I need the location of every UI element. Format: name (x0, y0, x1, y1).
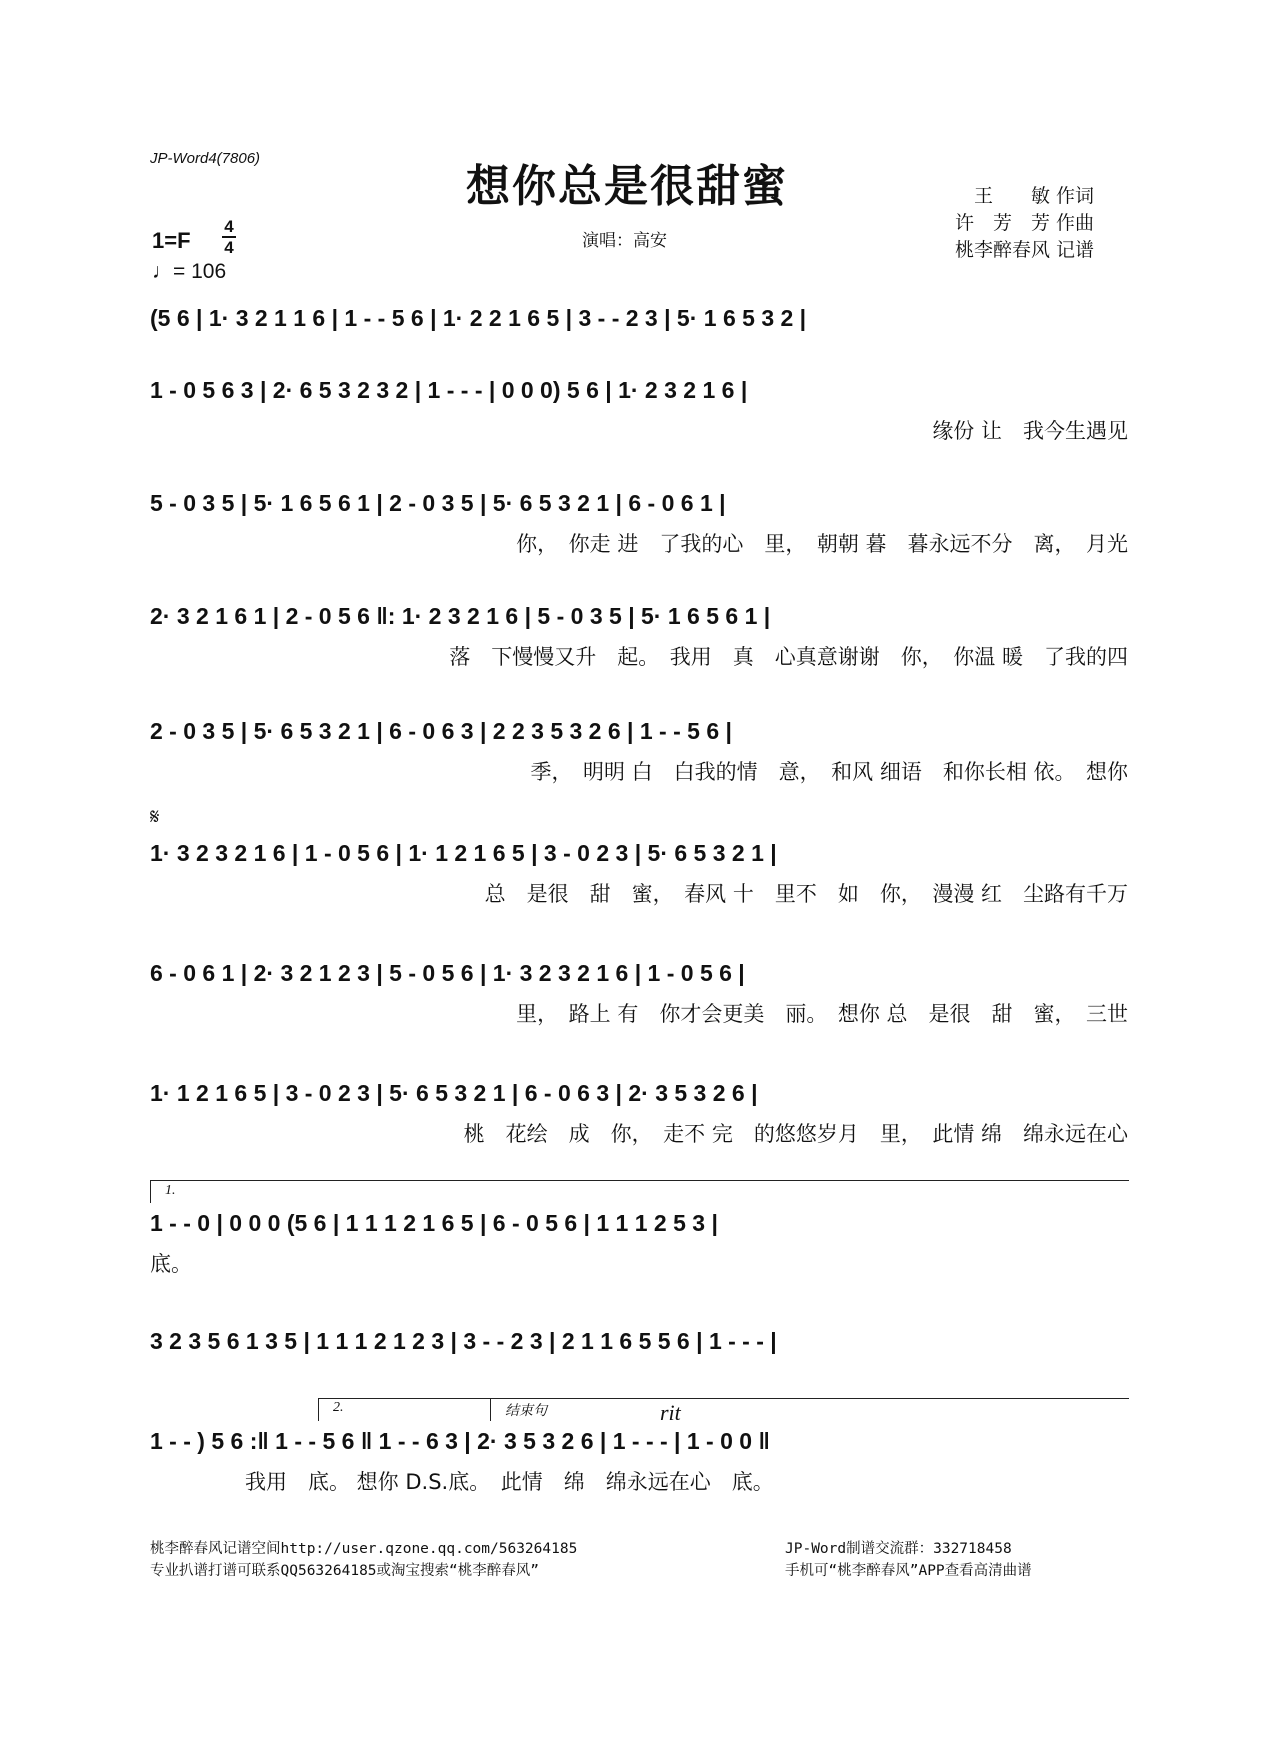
ending-1-bracket (150, 1180, 1129, 1203)
singer-credit: 演唱：高安 (582, 231, 667, 251)
score-row-9 (150, 1210, 1128, 1280)
notation-line: 2 - 0 3 5 | 5· 6 5 3 2 1 | 6 - 0 6 3 | 2 2 3 5 3 2 6 | 1 - - 5 6 | (150, 718, 732, 744)
footer-right-line-1: JP-Word制谱交流群：332718458 (785, 1541, 1012, 1557)
lyric-line: 季， 明明 白 白我的情 意， 和风 细语 和你长相 依。 想你 (530, 760, 1128, 784)
transcriber-credit: 桃李醉春风 记谱 (955, 239, 1095, 261)
coda-bracket (490, 1398, 1129, 1421)
lyric-line: 我用 底。 想你 D.S.底。 此情 绵 绵永远在心 底。 (245, 1470, 774, 1494)
time-signature-top: 4 (224, 217, 234, 236)
notation-line: 2· 3 2 1 6 1 | 2 - 0 5 6 ‖: 1· 2 3 2 1 6 | 5 - 0 3 5 | 5· 1 6 5 6 1 | (150, 603, 771, 629)
notation-line: 1· 3 2 3 2 1 6 | 1 - 0 5 6 | 1· 1 2 1 6 5 | 3 - 0 2 3 | 5· 6 5 3 2 1 | (150, 840, 777, 866)
score-row-4 (150, 603, 1128, 673)
score-row-8 (150, 1080, 1128, 1150)
song-title: 想你总是很甜蜜 (466, 161, 788, 212)
lyric-line: 落 下慢慢又升 起。 我用 真 心真意谢谢 你， 你温 暖 了我的四 (449, 645, 1128, 669)
lyric-line: 你， 你走 进 了我的心 里， 朝朝 暮 暮永远不分 离， 月光 (516, 532, 1128, 556)
score-row-7 (150, 960, 1128, 1030)
score-row-11 (150, 1428, 1128, 1498)
lyric-line: 里， 路上 有 你才会更美 丽。 想你 总 是很 甜 蜜， 三世 (516, 1002, 1128, 1026)
time-signature-bottom: 4 (224, 238, 234, 257)
notation-line: 1 - - 0 | 0 0 0 (5 6 | 1 1 1 2 1 6 5 | 6 - 0 5 6 | 1 1 1 2 5 3 | (150, 1210, 718, 1236)
coda-label: 结束句 (505, 1404, 547, 1419)
notation-line: 6 - 0 6 1 | 2· 3 2 1 2 3 | 5 - 0 5 6 | 1· 3 2 3 2 1 6 | 1 - 0 5 6 | (150, 960, 745, 986)
notation-line: 1 - 0 5 6 3 | 2· 6 5 3 2 3 2 | 1 - - - | 0 0 0) 5 6 | 1· 2 3 2 1 6 | (150, 377, 748, 403)
notation-line: 1· 1 2 1 6 5 | 3 - 0 2 3 | 5· 6 5 3 2 1 | 6 - 0 6 3 | 2· 3 5 3 2 6 | (150, 1080, 758, 1106)
score-row-3 (150, 490, 1128, 560)
software-label: JP-Word4(7806) (150, 150, 261, 167)
score-row-6 (150, 840, 1128, 910)
score-row-1 (150, 305, 1128, 365)
lyric-line: 缘份 让 我今生遇见 (932, 419, 1128, 443)
footer-left (150, 1538, 577, 1582)
lyric-line: 底。 (150, 1252, 192, 1276)
score-row-10 (150, 1328, 1128, 1388)
ending-2-label: 2. (333, 1400, 344, 1415)
notation-line: (5 6 | 1· 3 2 1 1 6 | 1 - - 5 6 | 1· 2 2 1 6 5 | 3 - - 2 3 | 5· 1 6 5 3 2 | (150, 305, 807, 331)
key-signature: 1=F (152, 228, 191, 253)
footer-right-line-2: 手机可“桃李醉春风”APP查看高清曲谱 (785, 1563, 1032, 1579)
lyric-line: 桃 花绘 成 你， 走不 完 的悠悠岁月 里， 此情 绵 绵永远在心 (463, 1122, 1128, 1146)
time-signature (222, 218, 236, 256)
footer-left-line-1: 桃李醉春风记谱空间http://user.qzone.qq.com/563264185 (150, 1541, 578, 1557)
score-row-5 (150, 718, 1128, 788)
footer-right (785, 1538, 1032, 1582)
notation-line: 3 2 3 5 6 1 3 5 | 1 1 1 2 1 2 3 | 3 - - 2 3 | 2 1 1 6 5 5 6 | 1 - - - | (150, 1328, 777, 1354)
ritardando-marking: rit (660, 1400, 681, 1425)
ending-2-bracket (318, 1398, 499, 1421)
credits-block (955, 183, 1094, 264)
lyricist-credit: 王 敏 作词 (974, 185, 1095, 207)
footer-left-line-2: 专业扒谱打谱可联系QQ563264185或淘宝搜索“桃李醉春风” (150, 1563, 539, 1579)
lyric-line: 总 是很 甜 蜜， 春风 十 里不 如 你， 漫漫 红 尘路有千万 (484, 882, 1128, 906)
tempo-marking: ♩= 106 (152, 260, 227, 283)
composer-credit: 许 芳 芳 作曲 (955, 212, 1095, 234)
ending-1-label: 1. (165, 1183, 176, 1198)
segno-sign: 𝄋 (150, 805, 160, 830)
notation-line: 5 - 0 3 5 | 5· 1 6 5 6 1 | 2 - 0 3 5 | 5· 6 5 3 2 1 | 6 - 0 6 1 | (150, 490, 726, 516)
score-row-2 (150, 377, 1128, 447)
notation-line: 1 - - ) 5 6 :‖ 1 - - 5 6 ‖ 1 - - 6 3 | 2· 3 5 3 2 6 | 1 - - - | 1 - 0 0 ‖ (150, 1428, 770, 1454)
